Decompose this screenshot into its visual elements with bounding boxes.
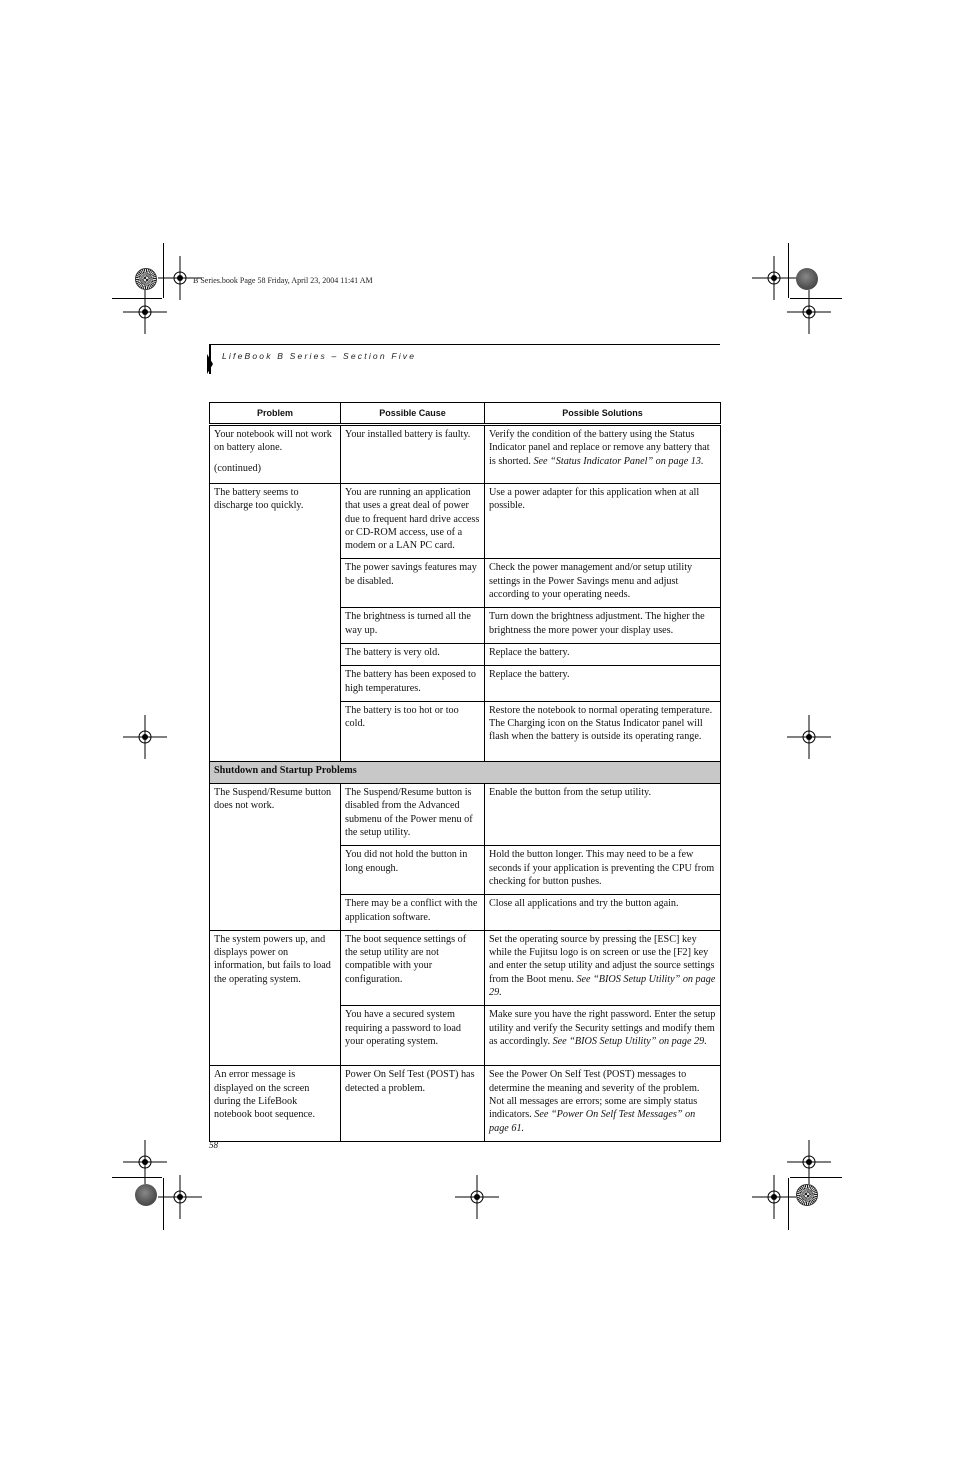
table-row [210,484,721,559]
table-row [210,930,721,1005]
cause-cell: The battery is very old. [341,643,485,665]
solution-cell [485,930,721,1005]
problem-text: Your notebook will not work on battery alone. [214,429,332,454]
solution-text: Make sure you have the right password. Enter the setup utility and verify the Security settings and modify them as accordingly. [489,1009,716,1047]
crosshair-graphic [769,697,849,777]
solution-cell: Hold the button longer. This may need to be a few seconds if your application is preventing the CPU from checking for button pushes. [485,846,721,895]
page-number: 58 [209,1140,218,1150]
table-row [210,784,721,846]
section-heading: Shutdown and Startup Problems [210,761,721,783]
crosshair-icon [145,312,146,313]
cause-cell: The battery is too hot or too cold. [341,701,485,761]
slug-line: B Series.book Page 58 Friday, April 23, 2004 11:41 AM [193,276,373,285]
crosshair-graphic [734,1157,814,1237]
crosshair-icon [477,1197,478,1198]
crosshair-icon [809,312,810,313]
cause-cell: Power On Self Test (POST) has detected a problem. [341,1066,485,1141]
problem-cell: An error message is displayed on the screen during the LifeBook notebook boot sequence. [210,1066,341,1141]
crosshair-graphic [105,272,185,352]
troubleshooting-table [209,402,721,1142]
cross-reference: See “Status Indicator Panel” on page 13. [533,455,704,467]
crosshair-icon [809,737,810,738]
column-header-cause: Possible Cause [341,403,485,425]
header-rule [209,344,720,345]
crosshair-icon [180,1197,181,1198]
solution-cell: Enable the button from the setup utility. [485,784,721,846]
solution-cell [485,1066,721,1141]
crosshair-graphic [140,1157,220,1237]
cause-cell: You have a secured system requiring a password to load your operating system. [341,1006,485,1066]
solution-cell: Use a power adapter for this application when at all possible. [485,484,721,559]
crosshair-graphic [769,272,849,352]
column-header-problem: Problem [210,403,341,425]
column-header-solutions: Possible Solutions [485,403,721,425]
crosshair-icon [145,737,146,738]
cause-cell: The Suspend/Resume button is disabled from the Advanced submenu of the Power menu of the setup utility. [341,784,485,846]
problem-cell: The battery seems to discharge too quickly. [210,484,341,762]
table-row [210,425,721,484]
solution-cell: Replace the battery. [485,643,721,665]
cause-cell: Your installed battery is faulty. [341,425,485,484]
cause-cell: You are running an application that uses a great deal of power due to frequent hard drive access or CD-ROM access, use of a modem or a LAN PC card. [341,484,485,559]
crosshair-icon [774,1197,775,1198]
solution-cell [485,1006,721,1066]
solution-cell: Turn down the brightness adjustment. The higher the brightness the more power your display uses. [485,608,721,644]
problem-cell [210,425,341,484]
problem-cell: The Suspend/Resume button does not work. [210,784,341,931]
problem-note: (continued) [214,462,261,474]
solution-text: Verify the condition of the battery using the Status Indicator panel and replace or remove any battery that is shorted. [489,429,710,467]
solution-cell: Replace the battery. [485,666,721,702]
problem-cell: The system powers up, and displays power on information, but fails to load the operating system. [210,930,341,1065]
table-header-row [210,403,721,425]
solution-text: Set the operating source by pressing the [ESC] key while the Fujitsu logo is on screen or use the [F2] key and enter the setup utility and adjust the source settings from the Boot menu. [489,933,715,985]
crosshair-graphic [437,1157,517,1237]
table-row [210,1066,721,1141]
cross-reference: See “BIOS Setup Utility” on page 29. [489,973,716,999]
solution-cell: Restore the notebook to normal operating temperature. The Charging icon on the Status Indicator panel will flash when the battery is outside its operating range. [485,701,721,761]
section-heading-row [210,761,721,783]
cross-reference: See “BIOS Setup Utility” on page 29. [552,1035,707,1047]
running-head: LifeBook B Series – Section Five [222,351,417,361]
solution-cell: Close all applications and try the button again. [485,895,721,931]
header-tick [207,354,213,374]
cause-cell: The boot sequence settings of the setup utility are not compatible with your configuration. [341,930,485,1005]
solution-cell: Check the power management and/or setup utility settings in the Power Savings menu and adjust according to your operating needs. [485,559,721,608]
cause-cell: You did not hold the button in long enough. [341,846,485,895]
crosshair-graphic [105,697,185,777]
solution-text: See the Power On Self Test (POST) messages to determine the meaning and severity of the problem. Not all messages are errors; some are simply status indicators. [489,1069,700,1121]
cause-cell: The battery has been exposed to high temperatures. [341,666,485,702]
cause-cell: There may be a conflict with the application software. [341,895,485,931]
cross-reference: See “Power On Self Test Messages” on page 61. [489,1109,696,1134]
cause-cell: The power savings features may be disabled. [341,559,485,608]
cause-cell: The brightness is turned all the way up. [341,608,485,644]
solution-cell [485,425,721,484]
